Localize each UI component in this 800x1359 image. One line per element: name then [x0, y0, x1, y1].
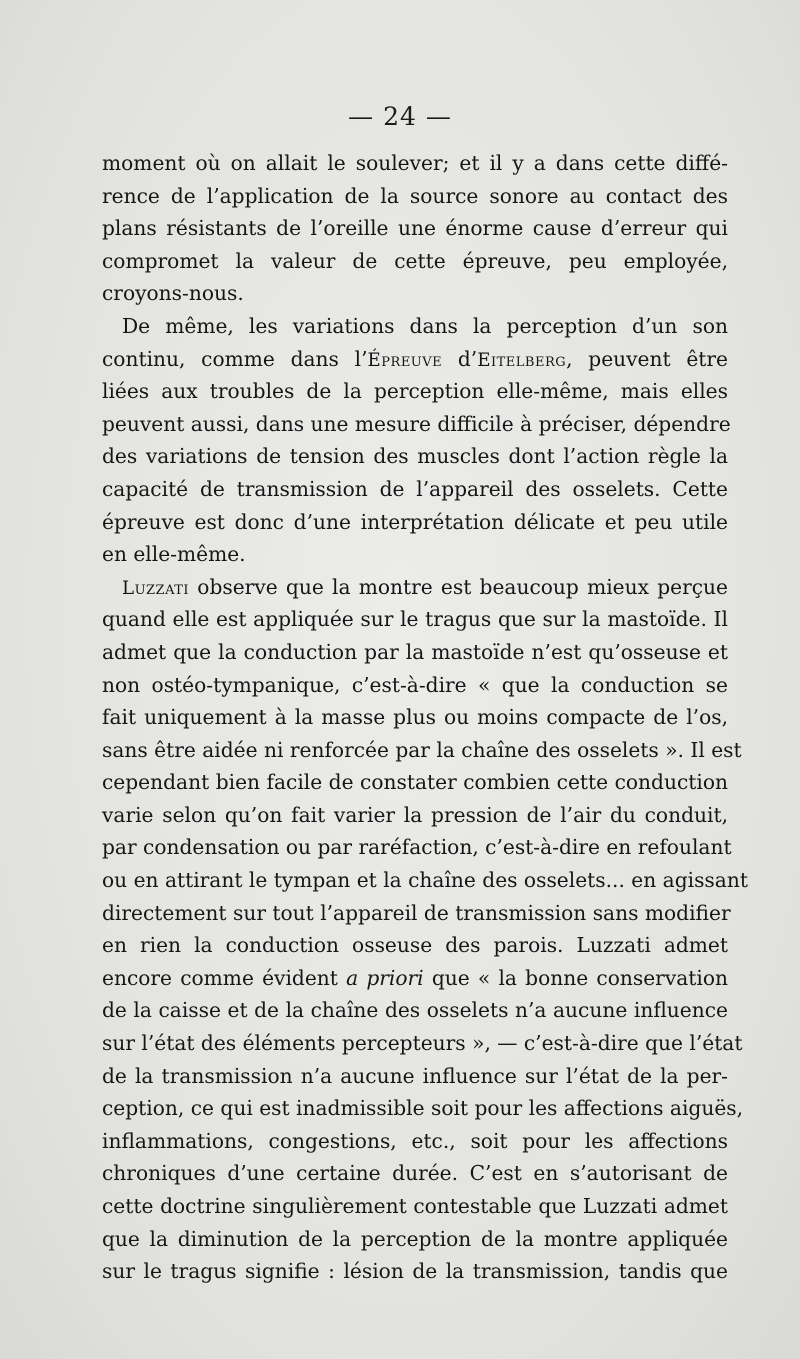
italic-run: a priori — [346, 965, 424, 990]
body-text — [102, 147, 748, 1288]
text-line: de la caisse et de la chaîne des osselets n’a aucune influence — [102, 998, 728, 1023]
text-line: admet que la conduction par la mastoïde n’est qu’osseuse et — [102, 639, 728, 664]
text-line: rence de l’application de la source sonore au contact des — [102, 183, 728, 208]
text-run: que « la bonne conservation — [423, 965, 728, 990]
text-line: ou en attirant le tympan et la chaîne des osselets... en agissant — [102, 868, 748, 893]
text-line: par condensation ou par raréfaction, c’est-à-dire en refoulant — [102, 835, 732, 860]
text-line — [102, 343, 728, 376]
text-line: que la diminution de la perception de la montre appliquée — [102, 1226, 728, 1251]
text-line: croyons-nous. — [102, 281, 244, 306]
text-run: continu, comme dans l’ — [102, 346, 368, 371]
text-line: compromet la valeur de cette épreuve, peu employée, — [102, 248, 728, 273]
text-line: sans être aidée ni renforcée par la chaîne des osselets ». Il est — [102, 737, 742, 762]
text-line: en elle-même. — [102, 542, 246, 567]
text-line: des variations de tension des muscles dont l’action règle la — [102, 444, 728, 469]
text-line: de la transmission n’a aucune influence sur l’état de la per- — [102, 1063, 728, 1088]
text-line: chroniques d’une certaine durée. C’est en s’autorisant de — [102, 1161, 728, 1186]
text-line: inflammations, congestions, etc., soit pour les affections — [102, 1128, 728, 1153]
small-caps-run: Épreuve — [367, 349, 443, 371]
text-line: plans résistants de l’oreille une énorme cause d’erreur qui — [102, 216, 728, 241]
text-line: en rien la conduction osseuse des parois. Luzzati admet — [102, 933, 728, 958]
text-line: liées aux troubles de la perception elle-même, mais elles — [102, 379, 728, 404]
text-run: d’ — [442, 346, 478, 371]
text-line: ception, ce qui est inadmissible soit pour les affections aiguës, — [102, 1096, 744, 1121]
page-number: — 24 — — [348, 102, 452, 131]
text-line: cependant bien facile de constater combien cette conduction — [102, 770, 728, 795]
text-line: sur l’état des éléments percepteurs », — c’est-à-dire que l’état — [102, 1031, 743, 1056]
text-line: varie selon qu’on fait varier la pression de l’air du conduit, — [102, 802, 728, 827]
small-caps-run: Eitelberg — [477, 349, 567, 371]
text-line — [102, 571, 728, 604]
text-line: fait uniquement à la masse plus ou moins compacte de l’os, — [102, 705, 728, 730]
small-caps-run: Luzzati — [122, 577, 190, 599]
text-line: épreuve est donc d’une interprétation délicate et peu utile — [102, 509, 728, 534]
text-line: quand elle est appliquée sur le tragus que sur la mastoïde. Il — [102, 607, 728, 632]
text-run: , peuvent être — [566, 346, 728, 371]
text-line: De même, les variations dans la perception d’un son — [122, 313, 728, 338]
text-line: capacité de transmission de l’appareil des osselets. Cette — [102, 476, 728, 501]
text-line: non ostéo-tympanique, c’est-à-dire « que la conduction se — [102, 672, 728, 697]
text-line: moment où on allait le soulever; et il y a dans cette diffé- — [102, 151, 728, 175]
text-run: observe que la montre est beaucoup mieux perçue — [189, 574, 728, 599]
text-line: cette doctrine singulièrement contestable que Luzzati admet — [102, 1194, 728, 1218]
text-run: encore comme évident — [102, 965, 347, 990]
text-line — [102, 962, 728, 995]
text-line: peuvent aussi, dans une mesure difficile à préciser, dépendre — [102, 411, 731, 436]
text-line: sur le tragus signifie : lésion de la transmission, tandis que — [102, 1259, 728, 1284]
text-line: directement sur tout l’appareil de transmission sans modifier — [102, 900, 731, 925]
